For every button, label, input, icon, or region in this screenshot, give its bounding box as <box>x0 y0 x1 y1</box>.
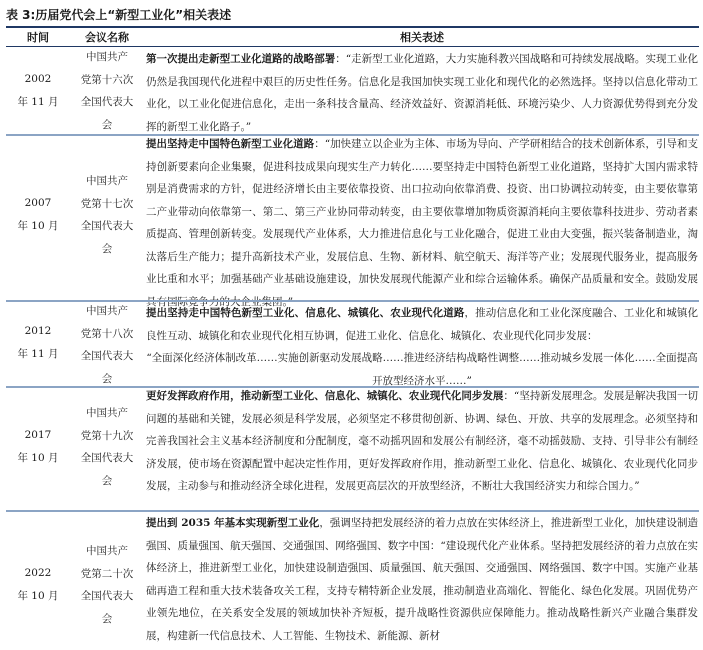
row-2002-time <box>6 68 70 113</box>
row-year: 2017 <box>24 429 52 441</box>
row-2022-description <box>146 512 698 650</box>
description-highlight: 提出到 2035 年基本实现新型工业化 <box>146 517 320 529</box>
row-2017-description <box>146 385 698 498</box>
row-year: 2002 <box>24 73 52 85</box>
row-2022-meeting: 中国共产 党第二十次 全国代表大 会 <box>80 545 134 625</box>
row-year: 2022 <box>24 567 52 579</box>
row-year: 2012 <box>24 325 52 337</box>
description-text: ：“坚持新发展理念。发展是解决我国一切问题的基础和关键，发展必须是科学发展，必须坚定不移贯彻创新、协调、绿色、开放、共享的发展理念。必须坚持和完善我国社会主义基本经济制度和分配制度，毫不动摇巩固和发展公有制经济，毫不动摇鼓励、支持、引导非公有制经济发展，使市场在资源配置中起决定性作用，更好发挥政府作用，推动新型工业化、信息化、城镇化、农业现代化同步发展，主动参与和推动经济全球化进程，发展更高层次的开放型经济，不断壮大我国经济实力和综合国力。” <box>146 390 699 492</box>
row-2012-meeting: 中国共产 党第十八次 全国代表大 会 <box>80 305 134 385</box>
row-2012-description <box>146 302 698 392</box>
description-text: ：“走新型工业化道路，大力实施科教兴国战略和可持续发展战略。实现工业化仍然是我国现代化进程中艰巨的历史性任务。信息化是我国加快实现工业化和现代化的必然选择。坚持以信息化带动工业化，以工业化促进信息化，走出一条科技含量高、经济效益好、资源消耗低、环境污染少、人力资源优势得到充分发挥的新型工业化路子。” <box>146 53 698 133</box>
header-time: 时间 <box>27 31 49 44</box>
description-highlight: 第一次提出走新型工业化道路的战略部署 <box>146 53 336 65</box>
row-2002-meeting: 中国共产 党第十六次 全国代表大 会 <box>80 51 134 131</box>
row-month: 年 10 月 <box>17 451 59 464</box>
row-year: 2007 <box>24 197 52 209</box>
table-caption: 表 3:历届党代会上“新型工业化”相关表述 <box>6 8 232 22</box>
description-highlight: 更好发挥政府作用，推动新型工业化、信息化、城镇化、农业现代化同步发展 <box>146 390 504 402</box>
row-2007-description <box>146 133 698 313</box>
row-2007-meeting: 中国共产 党第十七次 全国代表大 会 <box>80 175 134 255</box>
row-2017-meeting: 中国共产 党第十九次 全国代表大 会 <box>80 407 134 487</box>
row-2012-time <box>6 320 70 365</box>
row-2017-time <box>6 424 70 469</box>
row-month: 年 10 月 <box>17 589 59 602</box>
description-text: ：“加快建立以企业为主体、市场为导向、产学研相结合的技术创新体系，引导和支持创新要素向企业集聚，促进科技成果向现实生产力转化……要坚持走中国特色新型工业化道路，坚持扩大国内需求特别是消费需求的方针，促进经济增长由主要依靠投资、出口拉动向依靠消费、投资、出口协调拉动转变，由主要依靠第二产业带动向依靠第一、第二、第三产业协同带动转变，由主要依靠增加物质资源消耗向主要依靠科技进步、劳动者素质提高、管理创新转变。发展现代产业体系，大力推进信息化与工业化融合，促进工业由大变强，振兴装备制造业，淘汰落后生产能力；提升高新技术产业，发展信息、生物、新材料、航空航天、海洋等产业；发展现代服务业，提高服务业比重和水平；加强基础产业基础设施建设，加快发展现代能源产业和综合运输体系。确保产品质量和安全。鼓励发展 <box>146 138 699 285</box>
header-meeting: 会议名称 <box>85 31 129 44</box>
row-2022-time <box>6 562 70 607</box>
description-text: ，强调坚持把发展经济的着力点放在实体经济上，推进新型工业化，加快建设制造强国、质量强国、航天强国、交通强国、网络强国、数字中国：“建设现代化产业体系。坚持把发展经济的着力点放在实体经济上，推进新型工业化，加快建设制造强国、质量强国、航天强国、交通强国、网络强国、数字中国。实施产业基础再造工程和重大技术装备攻关工程，支持专精特新企业发展，推动制造业高端化、智能化、绿色化发展。巩固优势产业领先地位，在关系安全发展的领域加快补齐短板，提升战略性资源供应保障能力。推动战略性新兴产业融合集群发展，构建新一代信息技术、人工智能、生物技术、新能源、新材 <box>146 517 698 642</box>
row-month: 年 11 月 <box>17 347 59 360</box>
description-quote: “全面深化经济体制改革……实施创新驱动发展战略……推进经济结构战略性调整……推动城乡发展一体化……全面提高开放型经济水平……” <box>146 352 698 387</box>
table-top-rule <box>6 26 699 28</box>
description-highlight: 提出坚持走中国特色新型工业化、信息化、城镇化、农业现代化道路 <box>146 307 465 319</box>
header-description: 相关表述 <box>400 31 444 44</box>
row-month: 年 11 月 <box>17 95 59 108</box>
description-highlight: 提出坚持走中国特色新型工业化道路 <box>146 138 315 150</box>
row-month: 年 10 月 <box>17 219 59 232</box>
row-2007-time <box>6 192 70 237</box>
description-text: ，推动信息化和工业化深度融合、工业化和城镇化良性互动、城镇化和农业现代化相互协调，促进工业化、信息化、城镇化、农业现代化同步发展： <box>146 307 699 342</box>
row-2002-description <box>146 48 698 138</box>
